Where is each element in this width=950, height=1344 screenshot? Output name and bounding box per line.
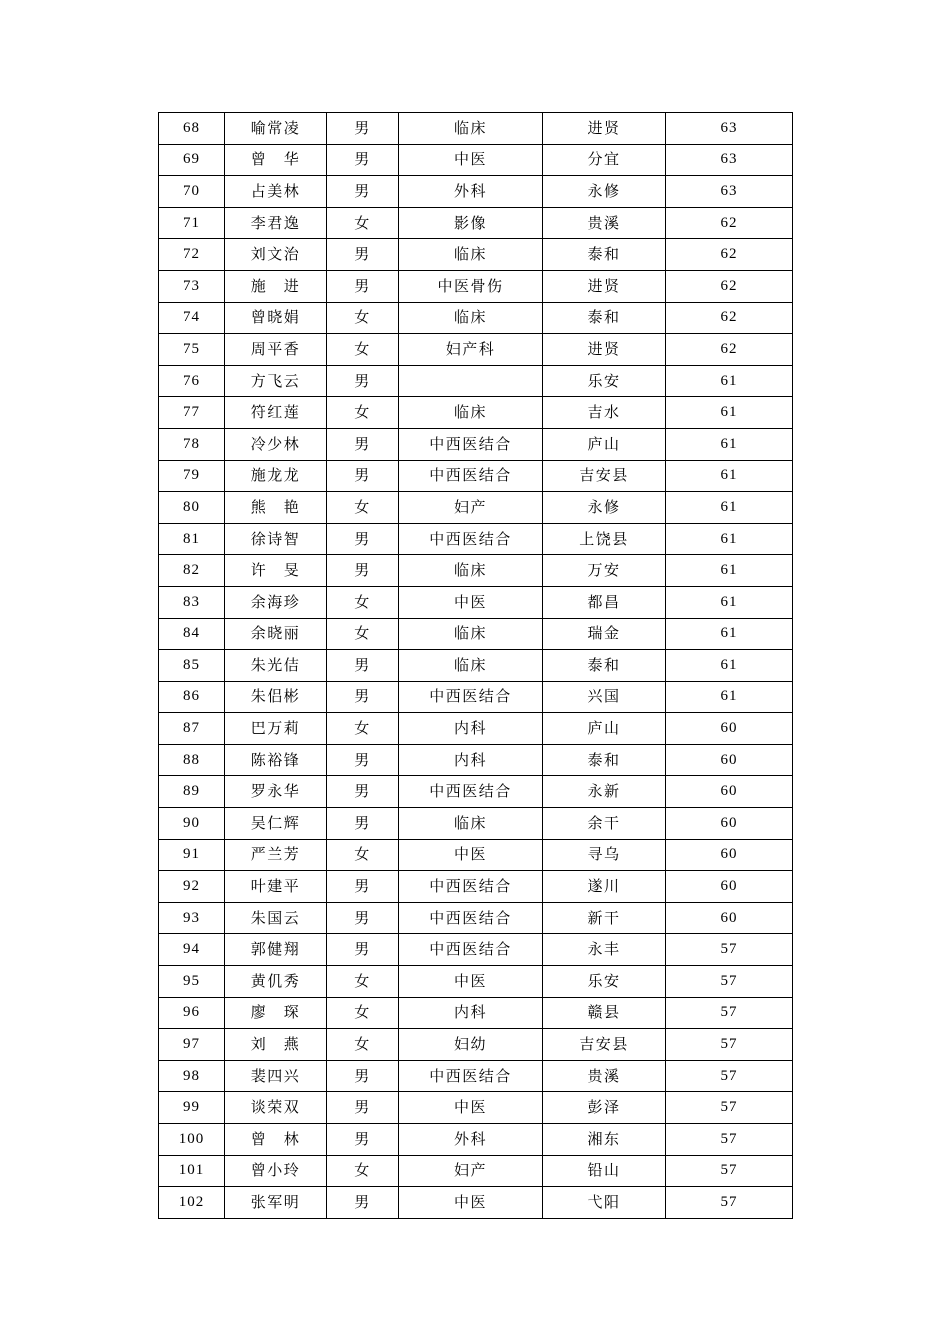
serial-number-cell: 90 xyxy=(159,808,225,840)
table-row xyxy=(159,207,793,239)
gender-cell: 男 xyxy=(327,555,399,587)
gender-cell: 女 xyxy=(327,839,399,871)
serial-number-cell: 91 xyxy=(159,839,225,871)
specialty-cell: 影像 xyxy=(399,207,543,239)
table-row xyxy=(159,902,793,934)
score-cell: 61 xyxy=(666,523,793,555)
specialty-cell xyxy=(399,365,543,397)
region-cell: 永丰 xyxy=(543,934,666,966)
specialty-cell: 中医 xyxy=(399,966,543,998)
gender-cell: 女 xyxy=(327,586,399,618)
results-table xyxy=(158,112,793,1219)
score-cell: 61 xyxy=(666,365,793,397)
score-cell: 57 xyxy=(666,934,793,966)
specialty-cell: 中西医结合 xyxy=(399,776,543,808)
score-cell: 60 xyxy=(666,744,793,776)
gender-cell: 女 xyxy=(327,397,399,429)
region-cell: 贵溪 xyxy=(543,1060,666,1092)
serial-number-cell: 99 xyxy=(159,1092,225,1124)
specialty-cell: 中医 xyxy=(399,144,543,176)
region-cell: 赣县 xyxy=(543,997,666,1029)
name-cell: 张军明 xyxy=(225,1187,327,1219)
region-cell: 万安 xyxy=(543,555,666,587)
specialty-cell: 中西医结合 xyxy=(399,460,543,492)
table-row xyxy=(159,997,793,1029)
serial-number-cell: 88 xyxy=(159,744,225,776)
serial-number-cell: 85 xyxy=(159,650,225,682)
score-cell: 57 xyxy=(666,966,793,998)
region-cell: 泰和 xyxy=(543,239,666,271)
name-cell: 朱光佶 xyxy=(225,650,327,682)
gender-cell: 男 xyxy=(327,808,399,840)
region-cell: 进贤 xyxy=(543,270,666,302)
gender-cell: 男 xyxy=(327,871,399,903)
name-cell: 廖 琛 xyxy=(225,997,327,1029)
serial-number-cell: 86 xyxy=(159,681,225,713)
score-cell: 61 xyxy=(666,555,793,587)
gender-cell: 男 xyxy=(327,1060,399,1092)
serial-number-cell: 71 xyxy=(159,207,225,239)
specialty-cell: 外科 xyxy=(399,1124,543,1156)
gender-cell: 男 xyxy=(327,460,399,492)
score-cell: 57 xyxy=(666,1155,793,1187)
table-row xyxy=(159,713,793,745)
serial-number-cell: 102 xyxy=(159,1187,225,1219)
region-cell: 庐山 xyxy=(543,428,666,460)
gender-cell: 女 xyxy=(327,966,399,998)
score-cell: 62 xyxy=(666,270,793,302)
gender-cell: 男 xyxy=(327,1124,399,1156)
table-row xyxy=(159,808,793,840)
name-cell: 曾 华 xyxy=(225,144,327,176)
score-cell: 63 xyxy=(666,176,793,208)
region-cell: 进贤 xyxy=(543,113,666,145)
region-cell: 弋阳 xyxy=(543,1187,666,1219)
gender-cell: 女 xyxy=(327,207,399,239)
specialty-cell: 妇产 xyxy=(399,492,543,524)
table-row xyxy=(159,934,793,966)
region-cell: 永修 xyxy=(543,176,666,208)
score-cell: 57 xyxy=(666,1187,793,1219)
serial-number-cell: 83 xyxy=(159,586,225,618)
table-row xyxy=(159,460,793,492)
score-cell: 62 xyxy=(666,207,793,239)
specialty-cell: 临床 xyxy=(399,239,543,271)
name-cell: 朱国云 xyxy=(225,902,327,934)
region-cell: 兴国 xyxy=(543,681,666,713)
region-cell: 寻乌 xyxy=(543,839,666,871)
name-cell: 吴仁辉 xyxy=(225,808,327,840)
serial-number-cell: 82 xyxy=(159,555,225,587)
region-cell: 泰和 xyxy=(543,650,666,682)
specialty-cell: 内科 xyxy=(399,744,543,776)
serial-number-cell: 79 xyxy=(159,460,225,492)
specialty-cell: 临床 xyxy=(399,618,543,650)
serial-number-cell: 74 xyxy=(159,302,225,334)
region-cell: 乐安 xyxy=(543,966,666,998)
serial-number-cell: 98 xyxy=(159,1060,225,1092)
region-cell: 庐山 xyxy=(543,713,666,745)
table-row xyxy=(159,776,793,808)
gender-cell: 女 xyxy=(327,1029,399,1061)
name-cell: 符红莲 xyxy=(225,397,327,429)
table-row xyxy=(159,239,793,271)
table-row xyxy=(159,428,793,460)
table-row xyxy=(159,113,793,145)
specialty-cell: 中西医结合 xyxy=(399,1060,543,1092)
score-cell: 60 xyxy=(666,902,793,934)
name-cell: 刘 燕 xyxy=(225,1029,327,1061)
score-cell: 61 xyxy=(666,681,793,713)
gender-cell: 男 xyxy=(327,144,399,176)
region-cell: 彭泽 xyxy=(543,1092,666,1124)
gender-cell: 男 xyxy=(327,523,399,555)
gender-cell: 男 xyxy=(327,113,399,145)
name-cell: 朱侣彬 xyxy=(225,681,327,713)
name-cell: 施龙龙 xyxy=(225,460,327,492)
gender-cell: 女 xyxy=(327,492,399,524)
specialty-cell: 中西医结合 xyxy=(399,523,543,555)
specialty-cell: 中西医结合 xyxy=(399,681,543,713)
serial-number-cell: 84 xyxy=(159,618,225,650)
gender-cell: 女 xyxy=(327,997,399,1029)
serial-number-cell: 87 xyxy=(159,713,225,745)
table-row xyxy=(159,1060,793,1092)
score-cell: 60 xyxy=(666,839,793,871)
score-cell: 61 xyxy=(666,586,793,618)
score-cell: 61 xyxy=(666,397,793,429)
gender-cell: 女 xyxy=(327,302,399,334)
region-cell: 新干 xyxy=(543,902,666,934)
name-cell: 余海珍 xyxy=(225,586,327,618)
score-cell: 57 xyxy=(666,1029,793,1061)
serial-number-cell: 70 xyxy=(159,176,225,208)
table-row xyxy=(159,1155,793,1187)
score-cell: 61 xyxy=(666,492,793,524)
name-cell: 曾 林 xyxy=(225,1124,327,1156)
name-cell: 周平香 xyxy=(225,334,327,366)
table-row xyxy=(159,966,793,998)
gender-cell: 男 xyxy=(327,681,399,713)
name-cell: 刘文治 xyxy=(225,239,327,271)
name-cell: 谈荣双 xyxy=(225,1092,327,1124)
specialty-cell: 中西医结合 xyxy=(399,428,543,460)
specialty-cell: 临床 xyxy=(399,113,543,145)
table-row xyxy=(159,144,793,176)
gender-cell: 男 xyxy=(327,428,399,460)
region-cell: 进贤 xyxy=(543,334,666,366)
table-row xyxy=(159,176,793,208)
table-row xyxy=(159,1029,793,1061)
region-cell: 泰和 xyxy=(543,744,666,776)
name-cell: 曾小玲 xyxy=(225,1155,327,1187)
specialty-cell: 妇幼 xyxy=(399,1029,543,1061)
score-cell: 57 xyxy=(666,997,793,1029)
region-cell: 吉安县 xyxy=(543,1029,666,1061)
gender-cell: 女 xyxy=(327,1155,399,1187)
score-cell: 63 xyxy=(666,113,793,145)
name-cell: 徐诗智 xyxy=(225,523,327,555)
region-cell: 上饶县 xyxy=(543,523,666,555)
specialty-cell: 中西医结合 xyxy=(399,934,543,966)
gender-cell: 男 xyxy=(327,1187,399,1219)
gender-cell: 男 xyxy=(327,902,399,934)
table-row xyxy=(159,618,793,650)
region-cell: 泰和 xyxy=(543,302,666,334)
score-cell: 57 xyxy=(666,1092,793,1124)
serial-number-cell: 80 xyxy=(159,492,225,524)
region-cell: 余干 xyxy=(543,808,666,840)
serial-number-cell: 94 xyxy=(159,934,225,966)
specialty-cell: 临床 xyxy=(399,555,543,587)
gender-cell: 男 xyxy=(327,239,399,271)
region-cell: 乐安 xyxy=(543,365,666,397)
table-row xyxy=(159,523,793,555)
table-row xyxy=(159,1092,793,1124)
table-row xyxy=(159,744,793,776)
region-cell: 遂川 xyxy=(543,871,666,903)
region-cell: 永新 xyxy=(543,776,666,808)
results-table-body xyxy=(159,113,793,1219)
table-row xyxy=(159,334,793,366)
serial-number-cell: 95 xyxy=(159,966,225,998)
specialty-cell: 妇产 xyxy=(399,1155,543,1187)
table-row xyxy=(159,270,793,302)
table-row xyxy=(159,492,793,524)
gender-cell: 男 xyxy=(327,934,399,966)
specialty-cell: 妇产科 xyxy=(399,334,543,366)
score-cell: 61 xyxy=(666,618,793,650)
score-cell: 60 xyxy=(666,776,793,808)
score-cell: 60 xyxy=(666,871,793,903)
table-row xyxy=(159,1187,793,1219)
table-row xyxy=(159,397,793,429)
name-cell: 曾晓娟 xyxy=(225,302,327,334)
name-cell: 黄仉秀 xyxy=(225,966,327,998)
gender-cell: 男 xyxy=(327,270,399,302)
name-cell: 叶建平 xyxy=(225,871,327,903)
serial-number-cell: 76 xyxy=(159,365,225,397)
gender-cell: 女 xyxy=(327,618,399,650)
specialty-cell: 中医骨伤 xyxy=(399,270,543,302)
name-cell: 严兰芳 xyxy=(225,839,327,871)
name-cell: 陈裕锋 xyxy=(225,744,327,776)
specialty-cell: 临床 xyxy=(399,808,543,840)
serial-number-cell: 75 xyxy=(159,334,225,366)
serial-number-cell: 101 xyxy=(159,1155,225,1187)
gender-cell: 男 xyxy=(327,650,399,682)
name-cell: 罗永华 xyxy=(225,776,327,808)
serial-number-cell: 97 xyxy=(159,1029,225,1061)
table-row xyxy=(159,839,793,871)
serial-number-cell: 89 xyxy=(159,776,225,808)
name-cell: 熊 艳 xyxy=(225,492,327,524)
score-cell: 57 xyxy=(666,1060,793,1092)
gender-cell: 男 xyxy=(327,176,399,208)
region-cell: 吉水 xyxy=(543,397,666,429)
gender-cell: 男 xyxy=(327,365,399,397)
gender-cell: 男 xyxy=(327,776,399,808)
score-cell: 57 xyxy=(666,1124,793,1156)
table-row xyxy=(159,1124,793,1156)
specialty-cell: 内科 xyxy=(399,713,543,745)
score-cell: 62 xyxy=(666,302,793,334)
specialty-cell: 中医 xyxy=(399,1092,543,1124)
region-cell: 湘东 xyxy=(543,1124,666,1156)
score-cell: 63 xyxy=(666,144,793,176)
region-cell: 分宜 xyxy=(543,144,666,176)
specialty-cell: 临床 xyxy=(399,397,543,429)
region-cell: 永修 xyxy=(543,492,666,524)
gender-cell: 男 xyxy=(327,1092,399,1124)
serial-number-cell: 93 xyxy=(159,902,225,934)
table-row xyxy=(159,365,793,397)
specialty-cell: 中西医结合 xyxy=(399,902,543,934)
score-cell: 61 xyxy=(666,428,793,460)
specialty-cell: 临床 xyxy=(399,302,543,334)
serial-number-cell: 96 xyxy=(159,997,225,1029)
specialty-cell: 内科 xyxy=(399,997,543,1029)
serial-number-cell: 73 xyxy=(159,270,225,302)
score-cell: 62 xyxy=(666,239,793,271)
region-cell: 铅山 xyxy=(543,1155,666,1187)
score-cell: 60 xyxy=(666,713,793,745)
table-row xyxy=(159,650,793,682)
serial-number-cell: 77 xyxy=(159,397,225,429)
name-cell: 巴万莉 xyxy=(225,713,327,745)
specialty-cell: 中医 xyxy=(399,839,543,871)
table-row xyxy=(159,302,793,334)
score-cell: 60 xyxy=(666,808,793,840)
gender-cell: 男 xyxy=(327,744,399,776)
specialty-cell: 中西医结合 xyxy=(399,871,543,903)
specialty-cell: 外科 xyxy=(399,176,543,208)
region-cell: 都昌 xyxy=(543,586,666,618)
name-cell: 余晓丽 xyxy=(225,618,327,650)
region-cell: 吉安县 xyxy=(543,460,666,492)
table-row xyxy=(159,681,793,713)
name-cell: 喻常凌 xyxy=(225,113,327,145)
name-cell: 占美林 xyxy=(225,176,327,208)
score-cell: 61 xyxy=(666,650,793,682)
table-row xyxy=(159,586,793,618)
table-row xyxy=(159,871,793,903)
serial-number-cell: 92 xyxy=(159,871,225,903)
specialty-cell: 临床 xyxy=(399,650,543,682)
gender-cell: 女 xyxy=(327,713,399,745)
serial-number-cell: 78 xyxy=(159,428,225,460)
name-cell: 施 进 xyxy=(225,270,327,302)
name-cell: 郭健翔 xyxy=(225,934,327,966)
specialty-cell: 中医 xyxy=(399,1187,543,1219)
name-cell: 冷少林 xyxy=(225,428,327,460)
serial-number-cell: 72 xyxy=(159,239,225,271)
name-cell: 方飞云 xyxy=(225,365,327,397)
name-cell: 李君逸 xyxy=(225,207,327,239)
name-cell: 裴四兴 xyxy=(225,1060,327,1092)
serial-number-cell: 68 xyxy=(159,113,225,145)
serial-number-cell: 81 xyxy=(159,523,225,555)
score-cell: 61 xyxy=(666,460,793,492)
specialty-cell: 中医 xyxy=(399,586,543,618)
gender-cell: 女 xyxy=(327,334,399,366)
score-cell: 62 xyxy=(666,334,793,366)
serial-number-cell: 100 xyxy=(159,1124,225,1156)
name-cell: 许 旻 xyxy=(225,555,327,587)
serial-number-cell: 69 xyxy=(159,144,225,176)
region-cell: 瑞金 xyxy=(543,618,666,650)
table-row xyxy=(159,555,793,587)
region-cell: 贵溪 xyxy=(543,207,666,239)
